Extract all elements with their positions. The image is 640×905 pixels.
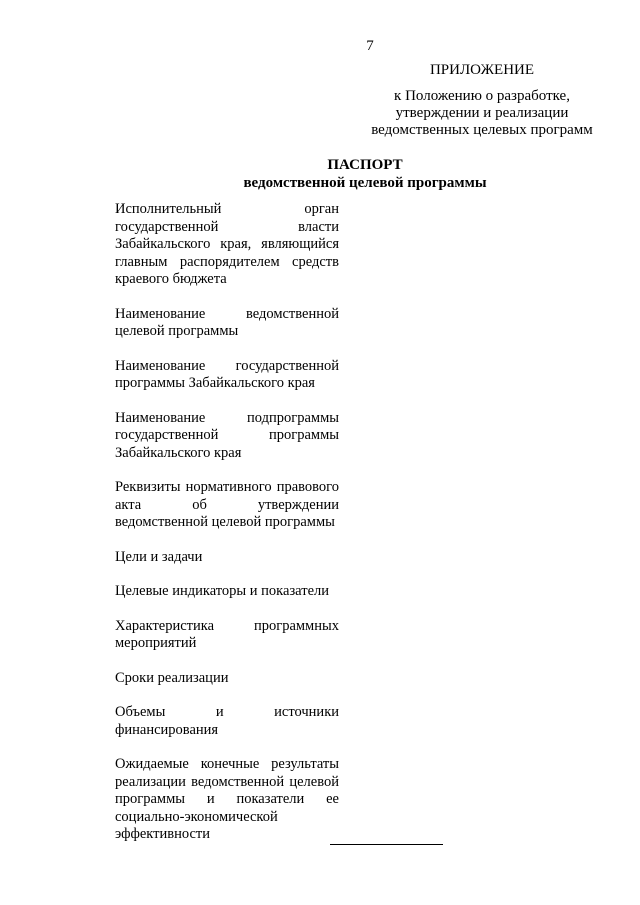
- field-label: Сроки реализации: [115, 669, 229, 686]
- passport-title: ПАСПОРТ: [327, 157, 403, 173]
- closing-rule: [330, 844, 443, 845]
- appendix-line: ведомственных целевых программ: [371, 122, 593, 138]
- appendix-line: утверждении и реализации: [395, 105, 569, 121]
- passport-heading: [90, 156, 640, 192]
- field-label: Реквизиты нормативного правового акта об утверждении ведомственной целевой программы: [115, 479, 339, 530]
- passport-subtitle: ведомственной целевой программы: [243, 175, 487, 191]
- appendix-block: [352, 62, 612, 139]
- appendix-line: к Положению о разработке,: [394, 88, 570, 104]
- passport-fields: [115, 201, 339, 861]
- field-label: Целевые индикаторы и показатели: [115, 583, 329, 599]
- field-label: Цели и задачи: [115, 548, 203, 565]
- page-number: 7: [366, 38, 374, 54]
- field-label: Наименование подпрограммы государственной программы Забайкальского края: [115, 409, 339, 461]
- field-label: Ожидаемые конечные результаты реализации ведомственной целевой программы и показатели ее социально-экономической эффективности: [115, 756, 339, 842]
- field-label: Характеристика программных мероприятий: [115, 617, 339, 651]
- field-label: Исполнительный орган государственной власти Забайкальского края, являющийся главным распорядителем средств краевого бюджета: [115, 201, 339, 287]
- appendix-title: ПРИЛОЖЕНИЕ: [429, 62, 535, 78]
- field-label: Объемы и источники финансирования: [115, 704, 339, 738]
- field-label: Наименование ведомственной целевой программы: [115, 305, 339, 339]
- field-label: Наименование государственной программы Забайкальского края: [115, 357, 339, 391]
